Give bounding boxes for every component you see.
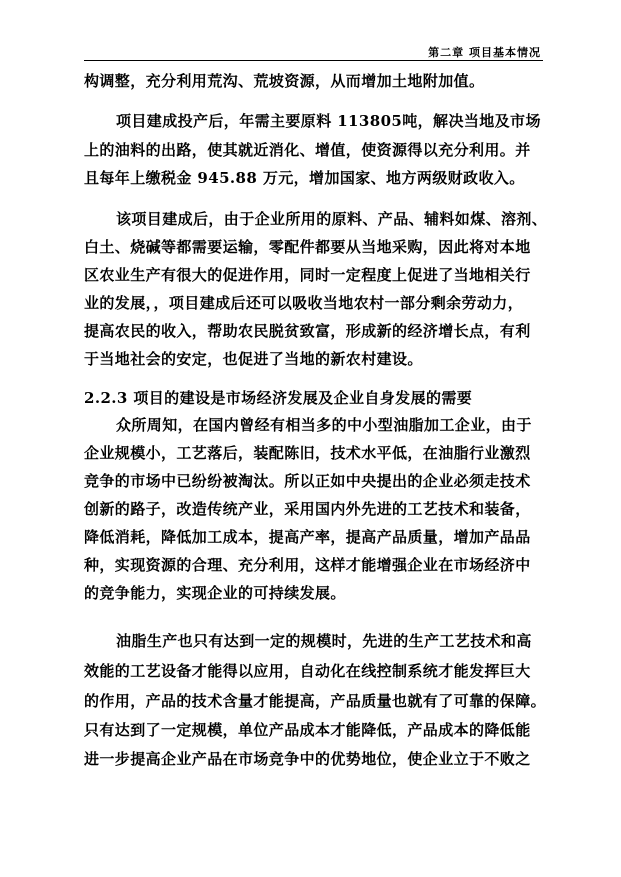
text-line: 于当地社会的安定，也促进了当地的新农村建设。 [84, 350, 423, 368]
text-line: 区农业生产有很大的促进作用，同时一定程度上促进了当地相关行 [84, 266, 531, 284]
text-line: 竞争的市场中已纷纷被淘汰。所以正如中央提出的企业必须走技术 [84, 472, 531, 490]
text-line: 项目建成投产后，年需主要原料 113805吨，解决当地及市场 [116, 112, 541, 130]
text-line: 白土、烧碱等都需要运输，零配件都要从当地采购，因此将对本地 [84, 238, 531, 256]
text-line: 业的发展，，项目建成后还可以吸收当地农村一部分剩余劳动力， [84, 294, 524, 312]
text-line: 提高农民的收入，帮助农民脱贫致富，形成新的经济增长点，有利 [84, 322, 531, 340]
text-line: 只有达到了一定规模，单位产品成本才能降低，产品成本的降低能 [84, 721, 531, 739]
text-line: 的作用，产品的技术含量才能提高，产品质量也就有了可靠的保障。 [84, 692, 547, 710]
text-line: 种，实现资源的合理、充分利用，这样才能增强企业在市场经济中 [84, 556, 531, 574]
text-line: 降低消耗，降低加工成本，提高产率，提高产品质量，增加产品品 [84, 528, 531, 546]
text-line: 该项目建成后，由于企业所用的原料、产品、辅料如煤、溶剂、 [116, 210, 548, 228]
chapter-header: 第二章 项目基本情况 [428, 46, 541, 59]
text-line: 且每年上缴税金 945.88 万元，增加国家、地方两级财政收入。 [84, 169, 525, 187]
text-line: 油脂生产也只有达到一定的规模时，先进的生产工艺技术和高 [116, 632, 532, 650]
text-line: 企业规模小，工艺落后，装配陈旧，技术水平低，在油脂行业激烈 [84, 444, 531, 462]
text-line: 的竞争能力，实现企业的可持续发展。 [84, 584, 346, 602]
text-line: 众所周知，在国内曾经有相当多的中小型油脂加工企业，由于 [116, 416, 532, 434]
section-heading: 2.2.3 项目的建设是市场经济发展及企业自身发展的需要 [84, 389, 473, 407]
text-line: 进一步提高企业产品在市场竞争中的优势地位，使企业立于不败之 [84, 750, 531, 768]
text-line: 构调整，充分利用荒沟、荒坡资源，从而增加土地附加值。 [84, 72, 485, 90]
text-line: 创新的路子，改造传统产业，采用国内外先进的工艺技术和装备， [84, 500, 531, 518]
header-divider [84, 60, 543, 61]
text-line: 效能的工艺设备才能得以应用，自动化在线控制系统才能发挥巨大 [84, 662, 531, 680]
text-line: 上的油料的出路，使其就近消化、增值，使资源得以充分利用。并 [84, 141, 531, 159]
